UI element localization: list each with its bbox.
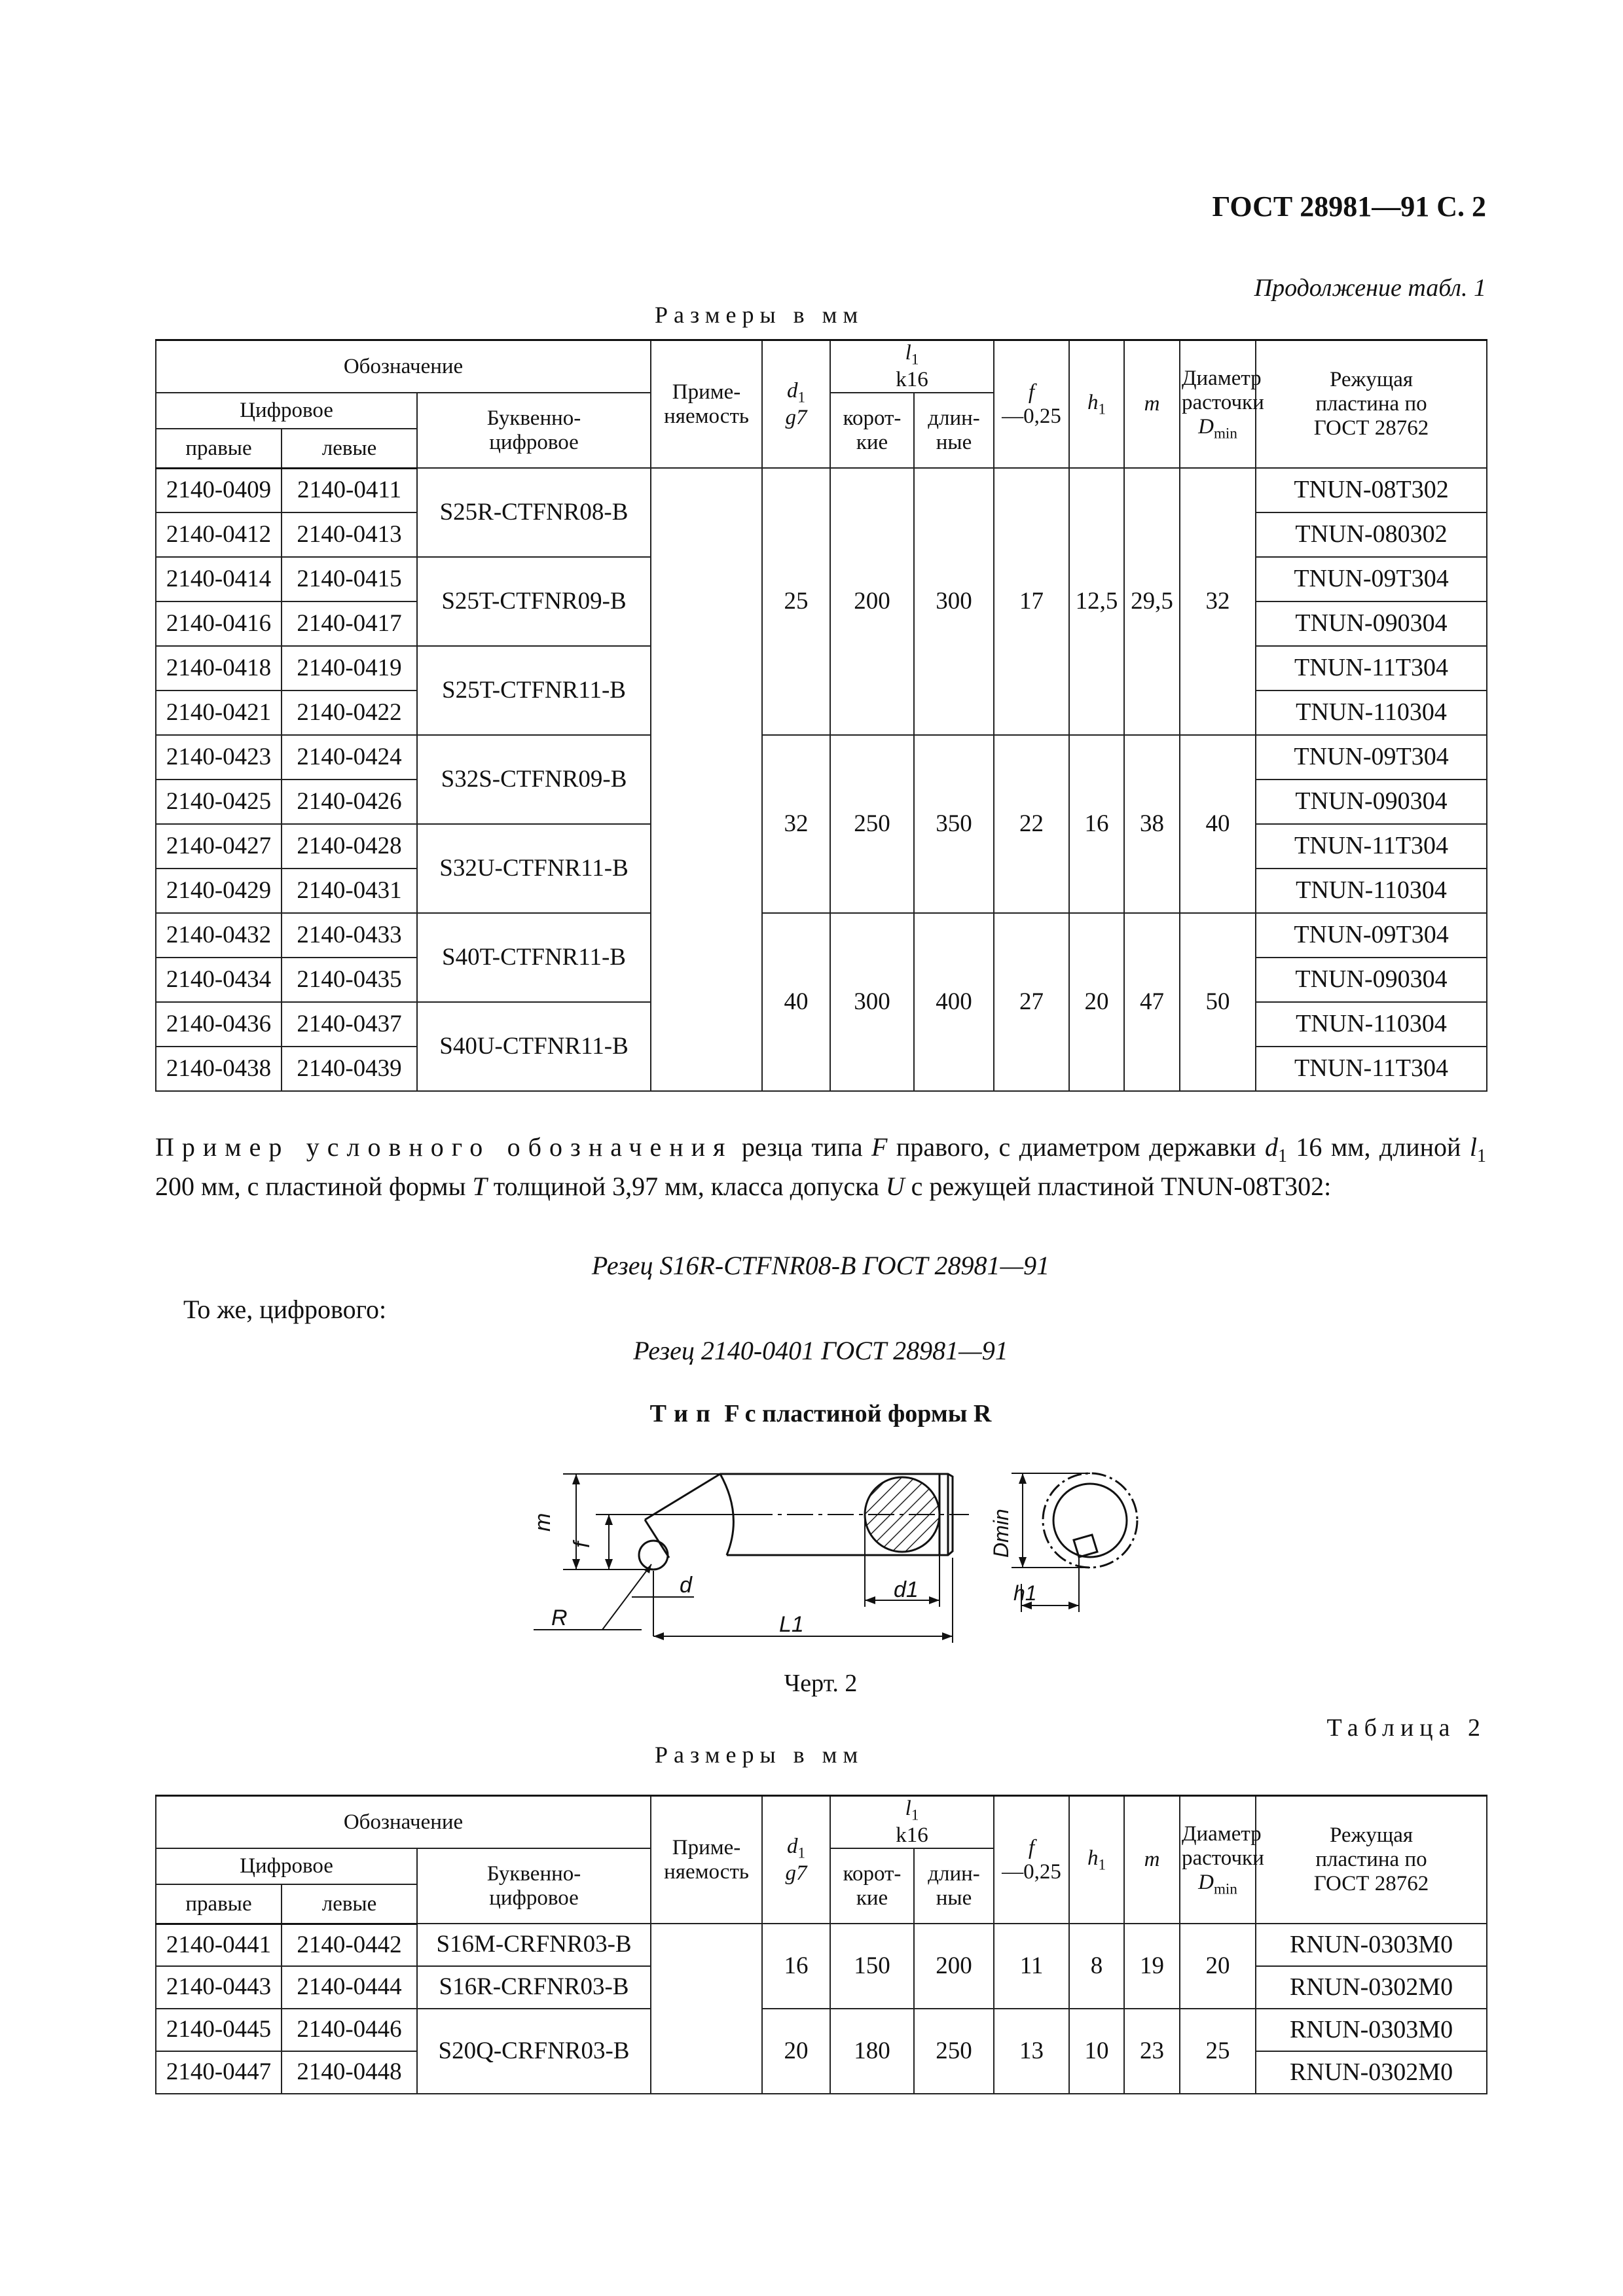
cell-dmin: 50: [1180, 913, 1256, 1091]
cell-f: 27: [994, 913, 1069, 1091]
cell-code-right: 2140-0427: [156, 824, 282, 869]
cell-code-left: 2140-0431: [282, 869, 417, 913]
cell-m: 19: [1124, 1924, 1180, 2009]
cell-insert: RNUN-0303M0: [1256, 1924, 1487, 1966]
cell-insert: TNUN-090304: [1256, 601, 1487, 646]
cell-applicability: [651, 1924, 762, 2094]
cell-f: 13: [994, 2009, 1069, 2094]
cell-code-right: 2140-0429: [156, 869, 282, 913]
cell-insert: RNUN-0302M0: [1256, 2051, 1487, 2094]
header-left: левые: [282, 1884, 417, 1924]
cell-code-right: 2140-0434: [156, 958, 282, 1002]
cell-code-left: 2140-0415: [282, 557, 417, 601]
header-diameter: Диаметр расточки $D_{min}$: [1180, 1796, 1256, 1924]
cell-alnum: S32S-CTFNR09-B: [417, 735, 651, 824]
cell-code-left: 2140-0442: [282, 1924, 417, 1966]
units-label-2: Размеры в мм: [655, 1742, 864, 1768]
header-l1: $l_1$ k16: [830, 1796, 994, 1849]
table-1: [155, 339, 1487, 1092]
cell-code-left: 2140-0439: [282, 1047, 417, 1091]
header-short: корот- кие: [830, 393, 914, 468]
header-f: f —0,25: [994, 1796, 1069, 1924]
cell-code-right: 2140-0416: [156, 601, 282, 646]
dim-d: d: [680, 1573, 692, 1598]
header-d1: $d_1$ g7: [762, 1796, 830, 1924]
cell-d1: 20: [762, 2009, 830, 2094]
cell-d1: 40: [762, 913, 830, 1091]
cell-dmin: 40: [1180, 735, 1256, 913]
cell-short: 150: [830, 1924, 914, 2009]
cell-alnum: S16R-CRFNR03-B: [417, 1966, 651, 2009]
cell-short: 250: [830, 735, 914, 913]
dim-m: m: [530, 1513, 555, 1532]
table-2: [155, 1795, 1487, 2094]
cell-code-right: 2140-0436: [156, 1002, 282, 1047]
cell-insert: TNUN-110304: [1256, 1002, 1487, 1047]
cell-code-left: 2140-0444: [282, 1966, 417, 2009]
table-row: [156, 913, 1487, 958]
cell-m: 29,5: [1124, 468, 1180, 735]
cell-code-right: 2140-0425: [156, 780, 282, 824]
cell-long: 350: [914, 735, 994, 913]
header-insert: Режущая пластина по ГОСТ 28762: [1256, 340, 1487, 469]
header-digital: Цифровое: [156, 393, 417, 429]
cell-alnum: S25T-CTFNR11-B: [417, 646, 651, 735]
header-m: m: [1124, 1796, 1180, 1924]
cell-code-left: 2140-0435: [282, 958, 417, 1002]
header-h1: $h_1$: [1069, 340, 1124, 469]
cell-alnum: S16M-CRFNR03-B: [417, 1924, 651, 1966]
header-designation: Обозначение: [156, 340, 651, 393]
cell-d1: 25: [762, 468, 830, 735]
cell-code-right: 2140-0438: [156, 1047, 282, 1091]
cell-code-right: 2140-0443: [156, 1966, 282, 2009]
cell-insert: TNUN-090304: [1256, 958, 1487, 1002]
units-label: Размеры в мм: [655, 302, 864, 328]
cell-insert: TNUN-09T304: [1256, 735, 1487, 780]
cell-dmin: 25: [1180, 2009, 1256, 2094]
header-applicability: Приме- няемость: [651, 340, 762, 469]
header-short: корот- кие: [830, 1848, 914, 1924]
cell-h1: 10: [1069, 2009, 1124, 2094]
cell-insert: TNUN-11T304: [1256, 646, 1487, 691]
cell-code-right: 2140-0447: [156, 2051, 282, 2094]
header-digital: Цифровое: [156, 1848, 417, 1884]
cell-long: 400: [914, 913, 994, 1091]
cell-code-left: 2140-0411: [282, 468, 417, 512]
table-row: [156, 735, 1487, 780]
figure-caption: Черт. 2: [784, 1670, 858, 1697]
cell-code-right: 2140-0412: [156, 512, 282, 557]
cell-dmin: 20: [1180, 1924, 1256, 2009]
header-insert: Режущая пластина по ГОСТ 28762: [1256, 1796, 1487, 1924]
header-designation: Обозначение: [156, 1796, 651, 1849]
cell-h1: 12,5: [1069, 468, 1124, 735]
example-paragraph: Пример условного обозначения резца типа F правого, с диаметром державки $d_1$ 16 мм, длиной $l_1$ 200 мм, с пластиной формы T толщиной 3,97 мм, класса допуска U с режущей пластиной TNUN-08T302:: [155, 1132, 1487, 1201]
page-header: ГОСТ 28981—91 С. 2: [1212, 190, 1486, 223]
cell-m: 23: [1124, 2009, 1180, 2094]
header-right: правые: [156, 1884, 282, 1924]
cell-alnum: S40U-CTFNR11-B: [417, 1002, 651, 1091]
cell-insert: RNUN-0302M0: [1256, 1966, 1487, 2009]
header-long: длин- ные: [914, 393, 994, 468]
cell-code-right: 2140-0432: [156, 913, 282, 958]
cell-insert: TNUN-090304: [1256, 780, 1487, 824]
designation-example-digital: Резец 2140-0401 ГОСТ 28981—91: [633, 1336, 1008, 1365]
cell-insert: TNUN-110304: [1256, 869, 1487, 913]
cell-alnum: S40T-CTFNR11-B: [417, 913, 651, 1002]
cell-insert: TNUN-080302: [1256, 512, 1487, 557]
figure-title: Тип F с пластиной формы R: [649, 1400, 992, 1427]
cell-code-left: 2140-0428: [282, 824, 417, 869]
cell-code-left: 2140-0437: [282, 1002, 417, 1047]
cell-code-right: 2140-0421: [156, 691, 282, 735]
cell-insert: RNUN-0303M0: [1256, 2009, 1487, 2051]
cell-code-right: 2140-0414: [156, 557, 282, 601]
dim-R: R: [551, 1605, 568, 1630]
cell-code-left: 2140-0446: [282, 2009, 417, 2051]
dim-d1: d1: [894, 1577, 919, 1602]
cell-code-left: 2140-0448: [282, 2051, 417, 2094]
cell-insert: TNUN-110304: [1256, 691, 1487, 735]
header-left: левые: [282, 429, 417, 468]
header-alnum: Буквенно- цифровое: [417, 393, 651, 468]
header-d1: $d_1$ g7: [762, 340, 830, 469]
header-m: m: [1124, 340, 1180, 469]
cell-code-left: 2140-0433: [282, 913, 417, 958]
section-view: [982, 1443, 1165, 1633]
dim-L1: L1: [779, 1612, 804, 1637]
table-row: [156, 1924, 1487, 1966]
cell-insert: TNUN-08T302: [1256, 468, 1487, 512]
header-h1: $h_1$: [1069, 1796, 1124, 1924]
cell-h1: 8: [1069, 1924, 1124, 2009]
table-row: [156, 468, 1487, 512]
dim-h1: h1: [1013, 1581, 1037, 1605]
cell-code-right: 2140-0423: [156, 735, 282, 780]
table-2-body: [156, 1924, 1487, 2094]
cell-long: 200: [914, 1924, 994, 2009]
cell-insert: TNUN-09T304: [1256, 913, 1487, 958]
cell-code-left: 2140-0413: [282, 512, 417, 557]
cell-code-left: 2140-0424: [282, 735, 417, 780]
table-row: [156, 2009, 1487, 2051]
cell-h1: 20: [1069, 913, 1124, 1091]
cell-alnum: S20Q-CRFNR03-B: [417, 2009, 651, 2094]
cell-code-right: 2140-0445: [156, 2009, 282, 2051]
cell-code-right: 2140-0409: [156, 468, 282, 512]
header-right: правые: [156, 429, 282, 468]
cell-code-left: 2140-0417: [282, 601, 417, 646]
cell-code-right: 2140-0441: [156, 1924, 282, 1966]
cell-f: 11: [994, 1924, 1069, 2009]
table-2-label: Таблица 2: [1326, 1714, 1486, 1742]
header-long: длин- ные: [914, 1848, 994, 1924]
cell-short: 300: [830, 913, 914, 1091]
cell-h1: 16: [1069, 735, 1124, 913]
cell-m: 38: [1124, 735, 1180, 913]
dim-Dmin: Dmin: [989, 1509, 1013, 1558]
header-diameter: Диаметр расточки $D_{min}$: [1180, 340, 1256, 469]
same-digital-label: То же, цифрового:: [183, 1295, 387, 1324]
cell-insert: TNUN-11T304: [1256, 824, 1487, 869]
cell-code-right: 2140-0418: [156, 646, 282, 691]
cell-alnum: S25T-CTFNR09-B: [417, 557, 651, 646]
cell-dmin: 32: [1180, 468, 1256, 735]
header-applicability: Приме- няемость: [651, 1796, 762, 1924]
cell-code-left: 2140-0419: [282, 646, 417, 691]
table-1-body: [156, 468, 1487, 1091]
cell-d1: 32: [762, 735, 830, 913]
cell-alnum: S32U-CTFNR11-B: [417, 824, 651, 913]
cell-short: 180: [830, 2009, 914, 2094]
cell-long: 300: [914, 468, 994, 735]
cell-m: 47: [1124, 913, 1180, 1091]
cell-insert: TNUN-09T304: [1256, 557, 1487, 601]
header-alnum: Буквенно- цифровое: [417, 1848, 651, 1924]
cell-applicability: [651, 468, 762, 1091]
cell-short: 200: [830, 468, 914, 735]
cell-alnum: S25R-CTFNR08-B: [417, 468, 651, 557]
cell-code-left: 2140-0426: [282, 780, 417, 824]
cell-d1: 16: [762, 1924, 830, 2009]
table-continuation-label: Продолжение табл. 1: [1254, 274, 1486, 302]
header-f: f —0,25: [994, 340, 1069, 469]
dim-f: f: [570, 1541, 594, 1548]
designation-example: Резец S16R-CTFNR08-B ГОСТ 28981—91: [591, 1251, 1050, 1280]
cell-insert: TNUN-11T304: [1256, 1047, 1487, 1091]
cell-long: 250: [914, 2009, 994, 2094]
cell-code-left: 2140-0422: [282, 691, 417, 735]
cell-f: 17: [994, 468, 1069, 735]
header-l1: $l_1$ k16: [830, 340, 994, 393]
cell-f: 22: [994, 735, 1069, 913]
